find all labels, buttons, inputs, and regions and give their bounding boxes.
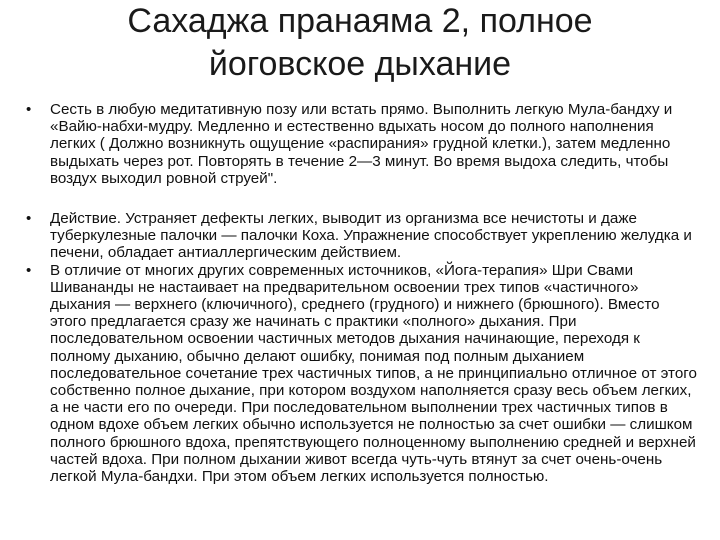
bullet-item-effect (22, 210, 698, 262)
bullet-list (22, 101, 698, 485)
bullet-dot-icon: • (26, 101, 32, 118)
bullet-text: В отличие от многих других современных источников, «Йога-терапия» Шри Свами Шивананды не настаивает на предварительном освоении трех типов «частичного» дыхания — верхнего (ключичного), среднего (грудного) и нижнего (брюшного). Вместо этого предлагается сразу же начинать с практики «полного» дыхания. При последовательном освоении частичных методов дыхания начинающие, переходя к полному дыханию, обычно делают ошибку, понимая под полным дыханием последовательное сочетание трех частичных типов, а не принципиально отличное от этого собственно полное дыхание, при котором воздухом наполняется сразу весь объем легких, а не части его по очереди. При последовательном выполнении трех частичных типов в одном вдохе объем легких обычно используется не полностью за счет ошибки — слишком полного брюшного вдоха, препятствующего полноценному выполнению средней и верхней частей вдоха. При полном дыхании живот всегда чуть-чуть втянут за счет очень-очень легкой Мула-бандхи. При этом объем легких используется полностью. (50, 261, 697, 486)
bullet-item-commentary (22, 262, 698, 486)
bullet-item-instructions (22, 101, 698, 187)
slide-title (60, 0, 660, 86)
bullet-text: Действие. Устраняет дефекты легких, выводит из организма все нечистоты и даже туберкулезные палочки — палочки Коха. Упражнение способствует укреплению желудка и печени, обладает антиаллергическим действием. (50, 210, 692, 262)
bullet-dot-icon: • (26, 261, 32, 279)
title-line-2: йоговское дыхание (208, 45, 512, 83)
title-line-1: Сахаджа пранаяма 2, полное (127, 2, 593, 40)
bullet-text: Сесть в любую медитативную позу или встать прямо. Выполнить легкую Мула-бандху и «Вайю-набхи-мудру. Медленно и естественно вдыхать носом до полного наполнения легких ( Должно возникнуть ощущение «распирания» грудной клетки.), затем медленно выдыхать через рот. Повторять в течение 2—3 минут. Во время выдоха следить, чтобы воздух выходил ровной струей". (50, 101, 673, 187)
bullet-dot-icon: • (26, 210, 32, 228)
